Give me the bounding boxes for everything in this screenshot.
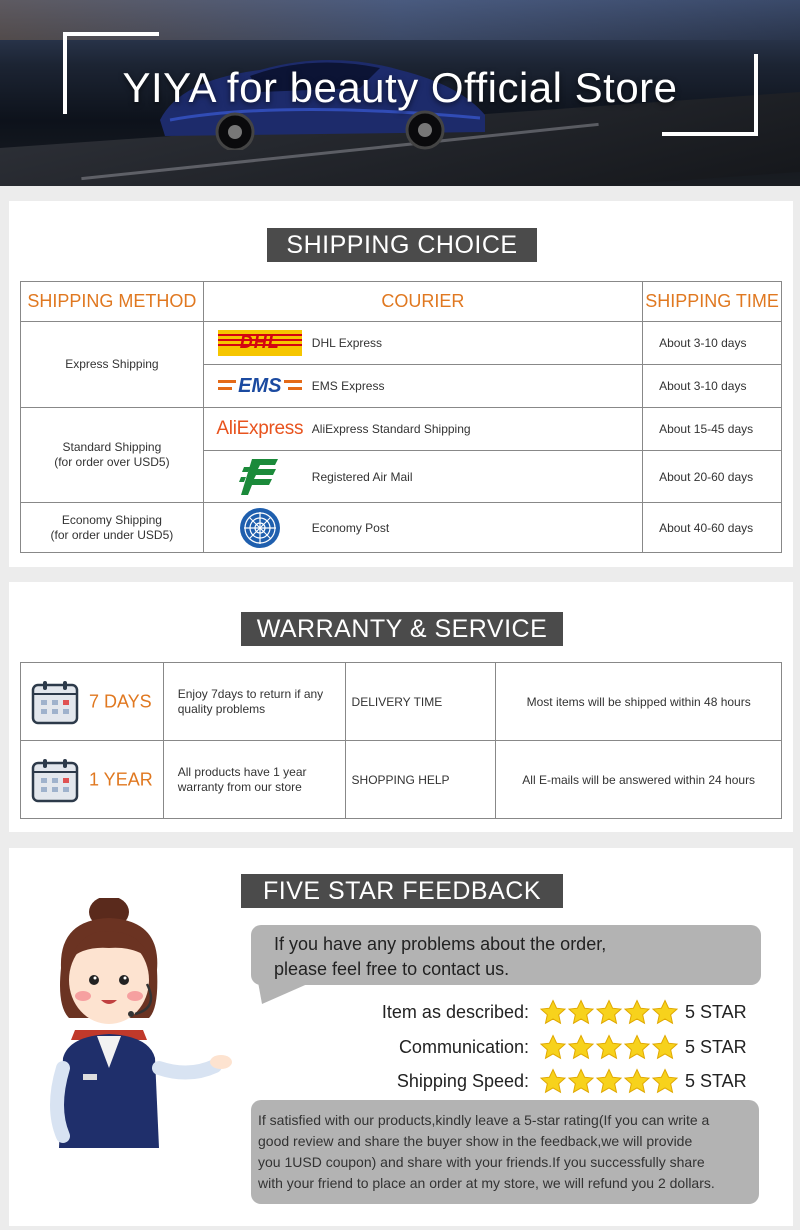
service-key: SHOPPING HELP xyxy=(345,741,496,819)
service-key: DELIVERY TIME xyxy=(345,663,496,741)
shipping-table xyxy=(20,281,782,553)
feedback-title: FIVE STAR FEEDBACK xyxy=(241,874,563,908)
aliexpress-logo: AliExpress xyxy=(216,418,304,439)
contact-message: If you have any problems about the order, please feel free to contact us. xyxy=(274,934,607,979)
table-row xyxy=(21,503,782,553)
courier-name: EMS Express xyxy=(311,379,385,393)
table-row xyxy=(21,663,782,741)
warranty-label: 1 YEAR xyxy=(89,769,153,789)
warranty-description: All products have 1 year warranty from our store xyxy=(163,741,345,819)
rating-row-item-as-described xyxy=(309,999,759,1025)
method-economy: Economy Shipping (for order under USD5) xyxy=(21,503,204,553)
star-icon xyxy=(651,999,679,1025)
method-standard: Standard Shipping (for order over USD5) xyxy=(21,408,204,503)
shipping-time: About 3-10 days xyxy=(643,322,782,365)
rating-value: 5 STAR xyxy=(685,1036,747,1057)
store-banner xyxy=(0,0,800,186)
shipping-time: About 40-60 days xyxy=(643,503,782,553)
ems-logo: EMS xyxy=(216,371,304,401)
shipping-title: SHIPPING CHOICE xyxy=(267,228,537,262)
star-icon xyxy=(567,1068,595,1094)
calendar-icon xyxy=(30,678,80,726)
un-emblem-logo xyxy=(216,513,304,543)
calendar-icon xyxy=(30,756,80,804)
header-courier: COURIER xyxy=(203,282,642,322)
china-post-logo xyxy=(216,462,304,492)
shipping-panel xyxy=(9,201,793,567)
courier-name: AliExpress Standard Shipping xyxy=(311,422,471,436)
shipping-time: About 15-45 days xyxy=(643,408,782,451)
table-row xyxy=(21,322,782,365)
star-icon xyxy=(567,1034,595,1060)
warranty-description: Enjoy 7days to return if any quality problems xyxy=(163,663,345,741)
courier-name: Registered Air Mail xyxy=(311,469,413,484)
star-icon xyxy=(595,1034,623,1060)
star-icon xyxy=(623,1068,651,1094)
rating-label: Communication: xyxy=(398,1036,529,1057)
star-icon xyxy=(595,999,623,1025)
method-express: Express Shipping xyxy=(21,322,204,408)
star-icon xyxy=(623,999,651,1025)
warranty-table xyxy=(20,662,782,819)
star-icon xyxy=(651,1068,679,1094)
star-icon xyxy=(567,999,595,1025)
rating-label: Shipping Speed: xyxy=(396,1070,529,1091)
star-icon xyxy=(595,1068,623,1094)
service-value: All E-mails will be answered within 24 hours xyxy=(496,741,782,819)
service-value: Most items will be shipped within 48 hours xyxy=(496,663,782,741)
warranty-label: 7 DAYS xyxy=(89,691,152,711)
rating-row-shipping-speed xyxy=(309,1068,759,1094)
rating-value: 5 STAR xyxy=(685,1070,747,1091)
courier-name: DHL Express xyxy=(311,336,383,350)
rating-label: Item as described: xyxy=(381,1001,529,1022)
five-star-note: If satisfied with our products,kindly leave a 5-star rating(If you can write a good review and share the buyer show in the feedback,we will provide you 1USD coupon) and share with your friends.If you successfully share with your friend to place an order at my store, we will refund you 2 dollars. xyxy=(251,1100,759,1204)
feedback-panel xyxy=(9,848,793,1226)
header-shipping-method: SHIPPING METHOD xyxy=(21,282,204,322)
shipping-time: About 3-10 days xyxy=(643,365,782,408)
header-shipping-time: SHIPPING TIME xyxy=(643,282,782,322)
table-row xyxy=(21,408,782,451)
star-rating xyxy=(539,1068,679,1094)
store-title: YIYA for beauty Official Store xyxy=(122,64,678,111)
rating-value: 5 STAR xyxy=(685,1001,747,1022)
star-icon xyxy=(651,1034,679,1060)
courier-name: Economy Post xyxy=(311,520,390,535)
contact-bubble-tail xyxy=(258,982,312,1004)
warranty-panel xyxy=(9,582,793,832)
table-row xyxy=(21,741,782,819)
star-rating xyxy=(539,999,679,1025)
star-rating xyxy=(539,1034,679,1060)
star-icon xyxy=(539,1034,567,1060)
customer-service-girl-illustration xyxy=(39,898,239,1148)
star-icon xyxy=(623,1034,651,1060)
dhl-logo: DHL xyxy=(216,328,304,358)
star-icon xyxy=(539,1068,567,1094)
warranty-title: WARRANTY & SERVICE xyxy=(241,612,563,646)
star-icon xyxy=(539,999,567,1025)
shipping-time: About 20-60 days xyxy=(643,451,782,503)
rating-row-communication xyxy=(309,1034,759,1060)
